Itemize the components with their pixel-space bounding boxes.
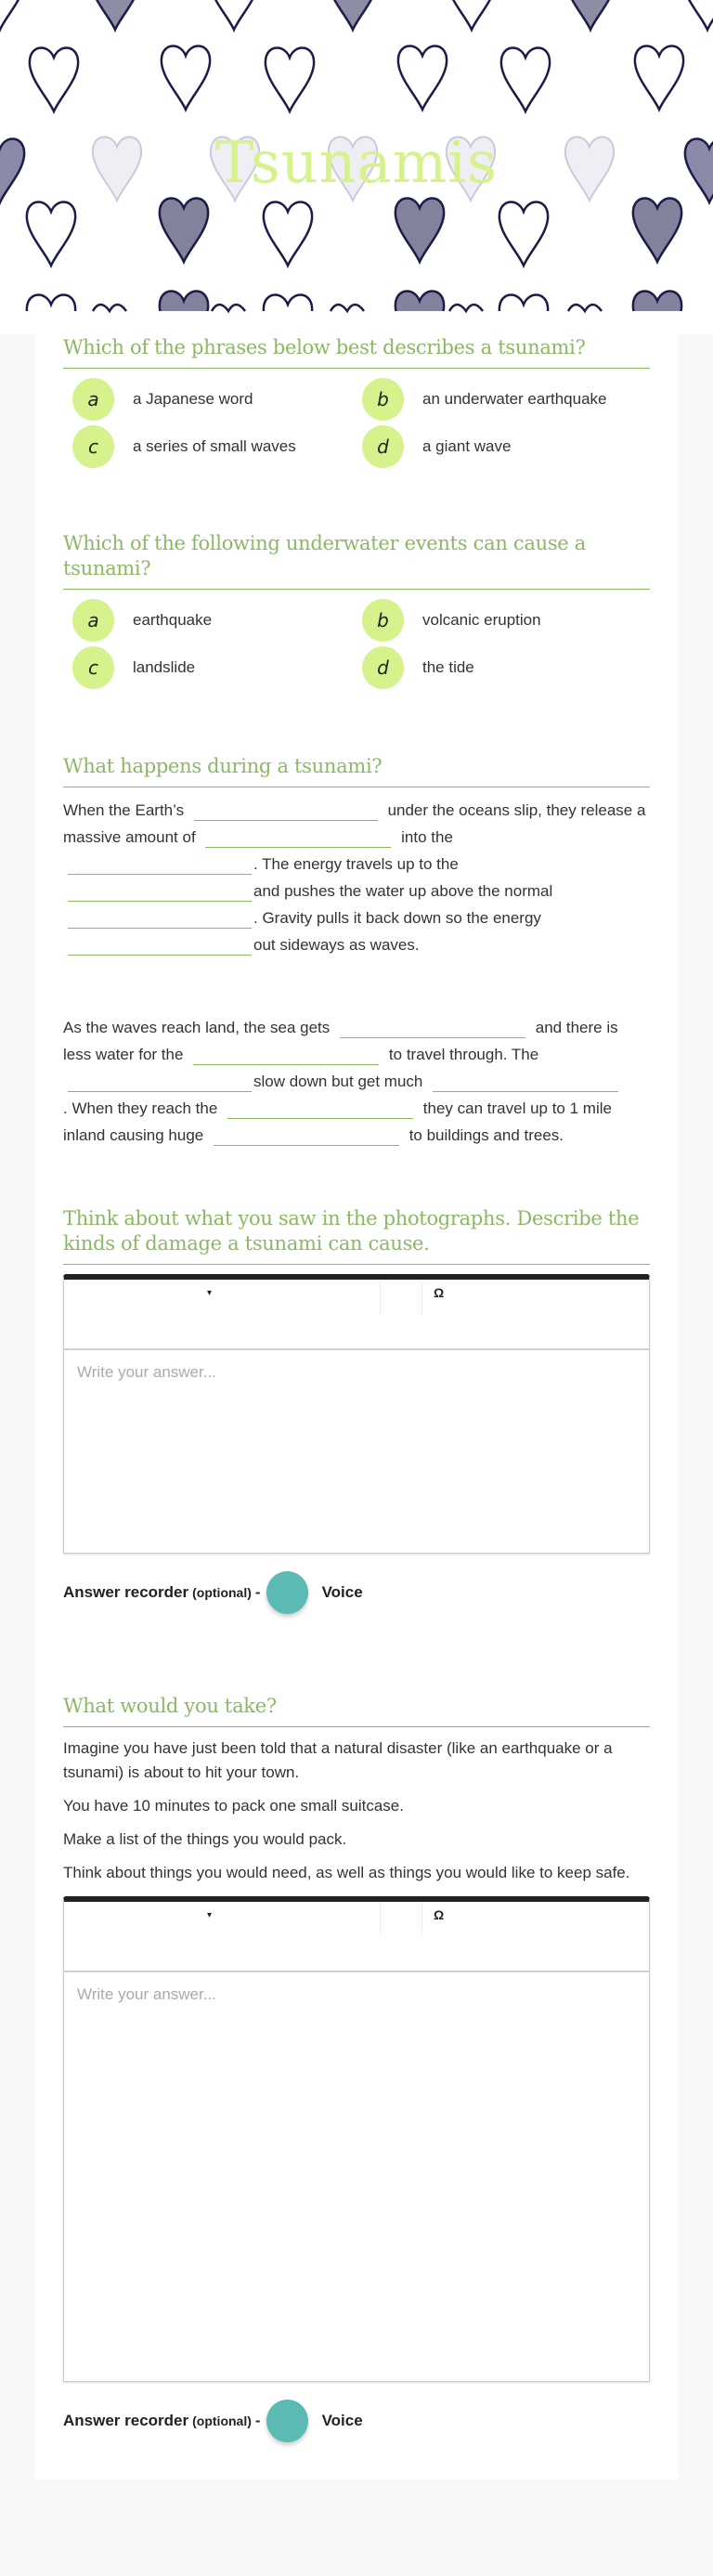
record-voice-button[interactable]: [266, 1571, 308, 1614]
recorder-label: Answer recorder: [63, 1583, 189, 1601]
special-character-button[interactable]: Ω: [434, 1907, 445, 1922]
fill-in-paragraph-1: [63, 797, 650, 958]
option-d[interactable]: [362, 646, 652, 689]
text: and pushes the water up above the normal: [253, 882, 553, 900]
text: As the waves reach land, the sea gets: [63, 1019, 331, 1036]
blank-input[interactable]: [193, 1047, 379, 1065]
record-voice-button[interactable]: [266, 2400, 308, 2442]
blank-input[interactable]: [68, 1073, 252, 1092]
option-letter-bubble: d: [362, 646, 404, 689]
format-dropdown[interactable]: [64, 1280, 380, 1315]
blank-input[interactable]: [194, 802, 378, 821]
blank-input[interactable]: [227, 1100, 413, 1119]
question-1-options: [63, 378, 650, 468]
text: to buildings and trees.: [408, 1126, 564, 1144]
option-text: a series of small waves: [133, 437, 296, 455]
option-letter-bubble: c: [72, 646, 114, 689]
page-title: Tsunamis: [215, 128, 498, 196]
option-c[interactable]: [72, 646, 362, 689]
option-d[interactable]: [362, 425, 652, 468]
recorder-dash: -: [254, 2412, 261, 2429]
option-letter-bubble: a: [72, 378, 114, 421]
option-text: earthquake: [133, 611, 213, 629]
voice-label: Voice: [321, 1583, 363, 1601]
instruction-paragraph: Make a list of the things you would pack.: [63, 1830, 347, 1848]
text: When the Earth’s: [63, 801, 185, 819]
text: . Gravity pulls it back down so the energy: [253, 909, 541, 927]
text: and there is less water for the: [63, 1019, 618, 1063]
option-text: landslide: [133, 658, 196, 676]
instruction-paragraph: You have 10 minutes to pack one small suitcase.: [63, 1797, 404, 1815]
question-4: [63, 1149, 650, 1614]
worksheet-card: [34, 332, 679, 2479]
fill-in-paragraph-2: [63, 1014, 650, 1149]
text: under the oceans slip, they release a massive amount of: [63, 801, 646, 846]
toolbar-button[interactable]: [380, 1902, 422, 1937]
answer-recorder: [63, 1571, 650, 1614]
answer-textarea[interactable]: [64, 1350, 649, 1553]
question-3-title: What happens during a tsunami?: [63, 754, 650, 787]
question-1-title: Which of the phrases below best describes a tsunami?: [63, 335, 650, 369]
question-5-title: What would you take?: [63, 1694, 650, 1727]
editor-toolbar: [64, 1902, 649, 1972]
toolbar-button[interactable]: [380, 1280, 422, 1315]
recorder-dash: -: [254, 1583, 261, 1601]
option-b[interactable]: [362, 599, 652, 642]
text: they can travel up to 1 mile inland causing huge: [63, 1099, 612, 1144]
option-a[interactable]: [72, 378, 362, 421]
instruction-paragraph: Think about things you would need, as well as things you would like to keep safe.: [63, 1864, 630, 1881]
answer-recorder: [63, 2400, 650, 2442]
option-letter-bubble: b: [362, 599, 404, 642]
special-character-button[interactable]: Ω: [434, 1285, 445, 1300]
blank-input[interactable]: [68, 910, 252, 929]
header-banner: [0, 0, 713, 334]
option-a[interactable]: [72, 599, 362, 642]
option-text: volcanic eruption: [422, 611, 541, 629]
text: . When they reach the: [63, 1099, 218, 1117]
answer-textarea[interactable]: [64, 1972, 649, 2381]
question-3: [63, 689, 650, 1149]
text: into the: [401, 828, 453, 846]
blank-input[interactable]: [433, 1073, 618, 1092]
rich-text-editor: [63, 1896, 650, 2382]
option-letter-bubble: d: [362, 425, 404, 468]
blank-input[interactable]: [68, 883, 252, 902]
option-text: a Japanese word: [133, 390, 253, 408]
caret-down-icon: ▾: [207, 1288, 213, 1298]
option-letter-bubble: a: [72, 599, 114, 642]
blank-input[interactable]: [68, 856, 252, 875]
option-letter-bubble: b: [362, 378, 404, 421]
recorder-optional-label: (optional): [192, 1585, 252, 1600]
option-c[interactable]: [72, 425, 362, 468]
text: . The energy travels up to the: [253, 855, 459, 873]
text: slow down but get much: [253, 1073, 423, 1090]
option-letter-bubble: c: [72, 425, 114, 468]
question-2: [63, 468, 650, 689]
question-5: [63, 1614, 650, 2442]
text: out sideways as waves.: [253, 936, 420, 954]
page-bottom-spacer: [0, 2479, 713, 2513]
editor-toolbar: [64, 1280, 649, 1350]
format-dropdown[interactable]: [64, 1902, 380, 1937]
blank-input[interactable]: [214, 1127, 399, 1146]
question-1: [63, 332, 650, 468]
blank-input[interactable]: [340, 1020, 525, 1038]
question-2-title: Which of the following underwater events can cause a tsunami?: [63, 531, 650, 590]
instruction-paragraph: Imagine you have just been told that a natural disaster (like an earthquake or a tsunami) is about to hit your town.: [63, 1739, 613, 1781]
caret-down-icon: ▾: [207, 1910, 213, 1920]
question-2-options: [63, 599, 650, 689]
option-text: a giant wave: [422, 437, 512, 455]
text: to travel through. The: [388, 1046, 539, 1063]
recorder-optional-label: (optional): [192, 2413, 252, 2428]
voice-label: Voice: [321, 2412, 363, 2429]
rich-text-editor: [63, 1274, 650, 1554]
question-4-title: Think about what you saw in the photographs. Describe the kinds of damage a tsunami can cause.: [63, 1206, 650, 1265]
option-text: the tide: [422, 658, 474, 676]
option-b[interactable]: [362, 378, 652, 421]
recorder-label: Answer recorder: [63, 2412, 189, 2429]
option-text: an underwater earthquake: [422, 390, 607, 408]
blank-input[interactable]: [205, 829, 391, 848]
blank-input[interactable]: [68, 937, 252, 956]
